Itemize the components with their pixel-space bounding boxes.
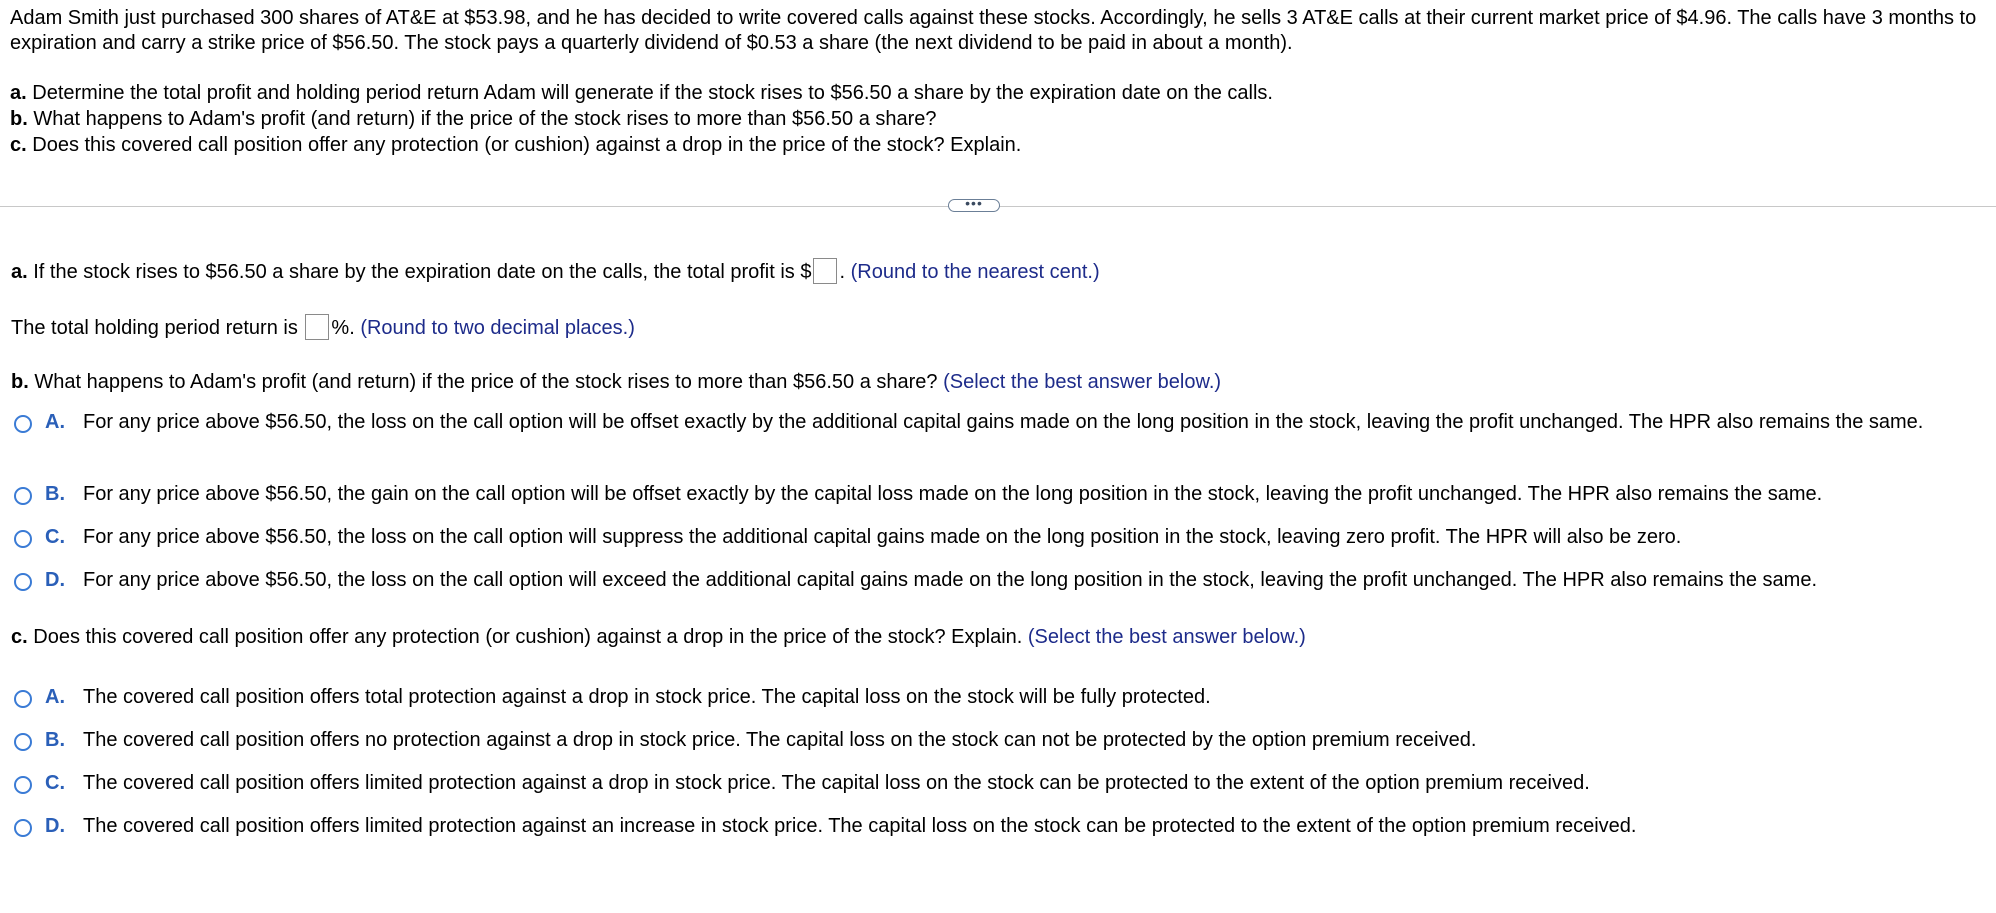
- radio-button[interactable]: [14, 530, 32, 548]
- hpr-rounding-hint: (Round to two decimal places.): [360, 317, 635, 339]
- option-text: For any price above $56.50, the loss on the call option will be offset exactly by the additional capital gains made on the long position in the stock, leaving the profit unchanged. The HPR also remains the same.: [83, 411, 1924, 433]
- problem-part-a: [10, 80, 1986, 106]
- part-b-option-d[interactable]: [14, 567, 1974, 594]
- part-c-question: Does this covered call position offer any protection (or cushion) against a drop in the price of the stock? Explain.: [33, 626, 1023, 648]
- part-text: Does this covered call position offer any protection (or cushion) against a drop in the price of the stock? Explain.: [32, 134, 1022, 156]
- part-c-select-hint: (Select the best answer below.): [1027, 626, 1306, 648]
- part-c-question-row: [11, 624, 1306, 650]
- part-c-option-d[interactable]: [14, 813, 1974, 840]
- part-c-option-b[interactable]: [14, 727, 1974, 754]
- option-letter: B.: [45, 729, 65, 751]
- part-a-profit-row: [11, 259, 1100, 286]
- hpr-answer-input[interactable]: [305, 314, 329, 340]
- radio-button[interactable]: [14, 819, 32, 837]
- part-b-question: What happens to Adam's profit (and return) if the price of the stock rises to more than $56.50 a share?: [34, 371, 938, 393]
- expand-button[interactable]: •••: [948, 199, 1000, 212]
- option-text: For any price above $56.50, the loss on the call option will exceed the additional capital gains made on the long position in the stock, leaving the profit unchanged. The HPR also remains the same.: [83, 569, 1818, 591]
- radio-button[interactable]: [14, 776, 32, 794]
- option-text: The covered call position offers limited protection against an increase in stock price. The capital loss on the stock can be protected to the extent of the option premium received.: [83, 815, 1637, 837]
- problem-part-c: [10, 132, 1986, 158]
- part-letter: b.: [10, 108, 28, 130]
- profit-answer-input[interactable]: [813, 258, 837, 284]
- problem-statement: Adam Smith just purchased 300 shares of AT&E at $53.98, and he has decided to write covered calls against these stocks. Accordingly, he sells 3 AT&E calls at their current market price of $4.96. The calls have 3 months to expiration and carry a strike price of $56.50. The stock pays a quarterly dividend of $0.53 a share (the next dividend to be paid in about a month).: [10, 7, 1977, 54]
- option-text: The covered call position offers total protection against a drop in stock price. The capital loss on the stock will be fully protected.: [83, 686, 1211, 708]
- option-letter: C.: [45, 772, 65, 794]
- part-letter: a.: [10, 82, 27, 104]
- option-letter: B.: [45, 483, 65, 505]
- radio-button[interactable]: [14, 487, 32, 505]
- option-letter: C.: [45, 526, 65, 548]
- option-letter: A.: [45, 686, 65, 708]
- radio-button[interactable]: [14, 415, 32, 433]
- part-a-profit-prompt: If the stock rises to $56.50 a share by the expiration date on the calls, the total profit is $: [33, 261, 812, 283]
- problem-part-b: [10, 106, 1986, 132]
- option-text: The covered call position offers limited protection against a drop in stock price. The capital loss on the stock can be protected to the extent of the option premium received.: [83, 772, 1590, 794]
- part-letter: c.: [10, 134, 27, 156]
- part-b-letter: b.: [11, 371, 29, 393]
- profit-suffix: .: [839, 261, 846, 283]
- problem-statement-section: [10, 6, 1986, 158]
- part-b-question-row: [11, 369, 1221, 395]
- profit-rounding-hint: (Round to the nearest cent.): [850, 261, 1100, 283]
- part-c-option-a[interactable]: [14, 684, 1974, 711]
- part-b-select-hint: (Select the best answer below.): [943, 371, 1222, 393]
- option-letter: A.: [45, 411, 65, 433]
- option-letter: D.: [45, 815, 65, 837]
- hpr-prompt: The total holding period return is: [11, 317, 298, 339]
- problem-parts: [10, 80, 1986, 158]
- hpr-suffix: %.: [331, 317, 355, 339]
- radio-button[interactable]: [14, 690, 32, 708]
- radio-button[interactable]: [14, 733, 32, 751]
- option-text: For any price above $56.50, the loss on the call option will suppress the additional capital gains made on the long position in the stock, leaving zero profit. The HPR will also be zero.: [83, 526, 1682, 548]
- part-b-option-b[interactable]: [14, 481, 1974, 508]
- part-text: Determine the total profit and holding period return Adam will generate if the stock rises to $56.50 a share by the expiration date on the calls.: [32, 82, 1273, 104]
- part-a-letter: a.: [11, 261, 28, 283]
- option-letter: D.: [45, 569, 65, 591]
- radio-button[interactable]: [14, 573, 32, 591]
- option-text: The covered call position offers no protection against a drop in stock price. The capital loss on the stock can not be protected by the option premium received.: [83, 729, 1477, 751]
- part-b-option-a[interactable]: [14, 409, 1974, 436]
- part-a-hpr-row: [11, 315, 635, 342]
- part-c-option-c[interactable]: [14, 770, 1974, 797]
- part-text: What happens to Adam's profit (and return) if the price of the stock rises to more than $56.50 a share?: [33, 108, 937, 130]
- part-b-option-c[interactable]: [14, 524, 1974, 551]
- option-text: For any price above $56.50, the gain on the call option will be offset exactly by the capital loss made on the long position in the stock, leaving the profit unchanged. The HPR also remains the same.: [83, 483, 1823, 505]
- part-c-letter: c.: [11, 626, 28, 648]
